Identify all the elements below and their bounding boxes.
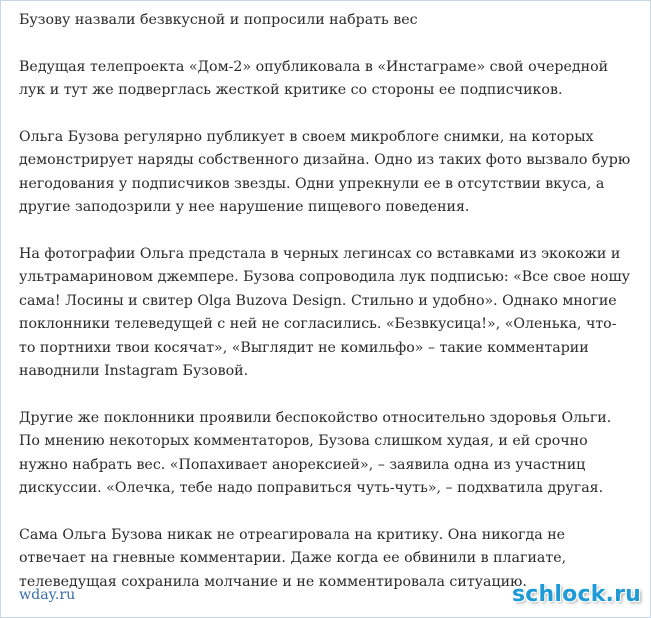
article-paragraph-2: Ольга Бузова регулярно публикует в своем микроблоге снимки, на которых демонстрирует наряды собственного дизайна. Одно из таких фото вызвало бурю негодования у подписчиков звезды. Одни упрекнули ее в отсутствии вкуса, а другие заподозрили у нее нарушение пищевого поведения.	[19, 129, 631, 216]
article-body	[19, 9, 631, 617]
source-link[interactable]: wday.ru	[19, 587, 76, 603]
article-title: Бузову назвали безвкусной и попросили набрать вес	[19, 12, 418, 28]
article-paragraph-1: Ведущая телепроекта «Дом-2» опубликовала в «Инстаграме» свой очередной лук и тут же подверглась жесткой критике со стороны ее подписчиков.	[19, 58, 609, 99]
article-paragraph-3: На фотографии Ольга предстала в черных легинсах со вставками из экокожи и ультрамариновом джемпере. Бузова сопроводила лук подписью: «Все свое ношу сама! Лосины и свитер Olga Buzova Design. Стильно и удобно». Однако многие поклонники телеведущей с ней не согласились. «Безвкусица!», «Оленька, что-то портнихи твои косячат», «Выглядит не комильфо» – такие комментарии наводнили Instagram Бузовой.	[19, 246, 630, 380]
article-paragraph-5: Сама Ольга Бузова никак не отреагировала на критику. Она никогда не отвечает на гневные комментарии. Даже когда ее обвинили в плагиате, телеведущая сохранила молчание и не комментировала ситуацию.	[19, 526, 567, 590]
site-watermark: schlock.ru	[512, 582, 641, 607]
article-paragraph-4: Другие же поклонники проявили беспокойство относительно здоровья Ольги. По мнению некоторых комментаторов, Бузова слишком худая, и ей срочно нужно набрать вес. «Попахивает анорексией», – заявила одна из участниц дискуссии. «Олечка, тебе надо поправиться чуть-чуть», – подхватила другая.	[19, 409, 612, 497]
